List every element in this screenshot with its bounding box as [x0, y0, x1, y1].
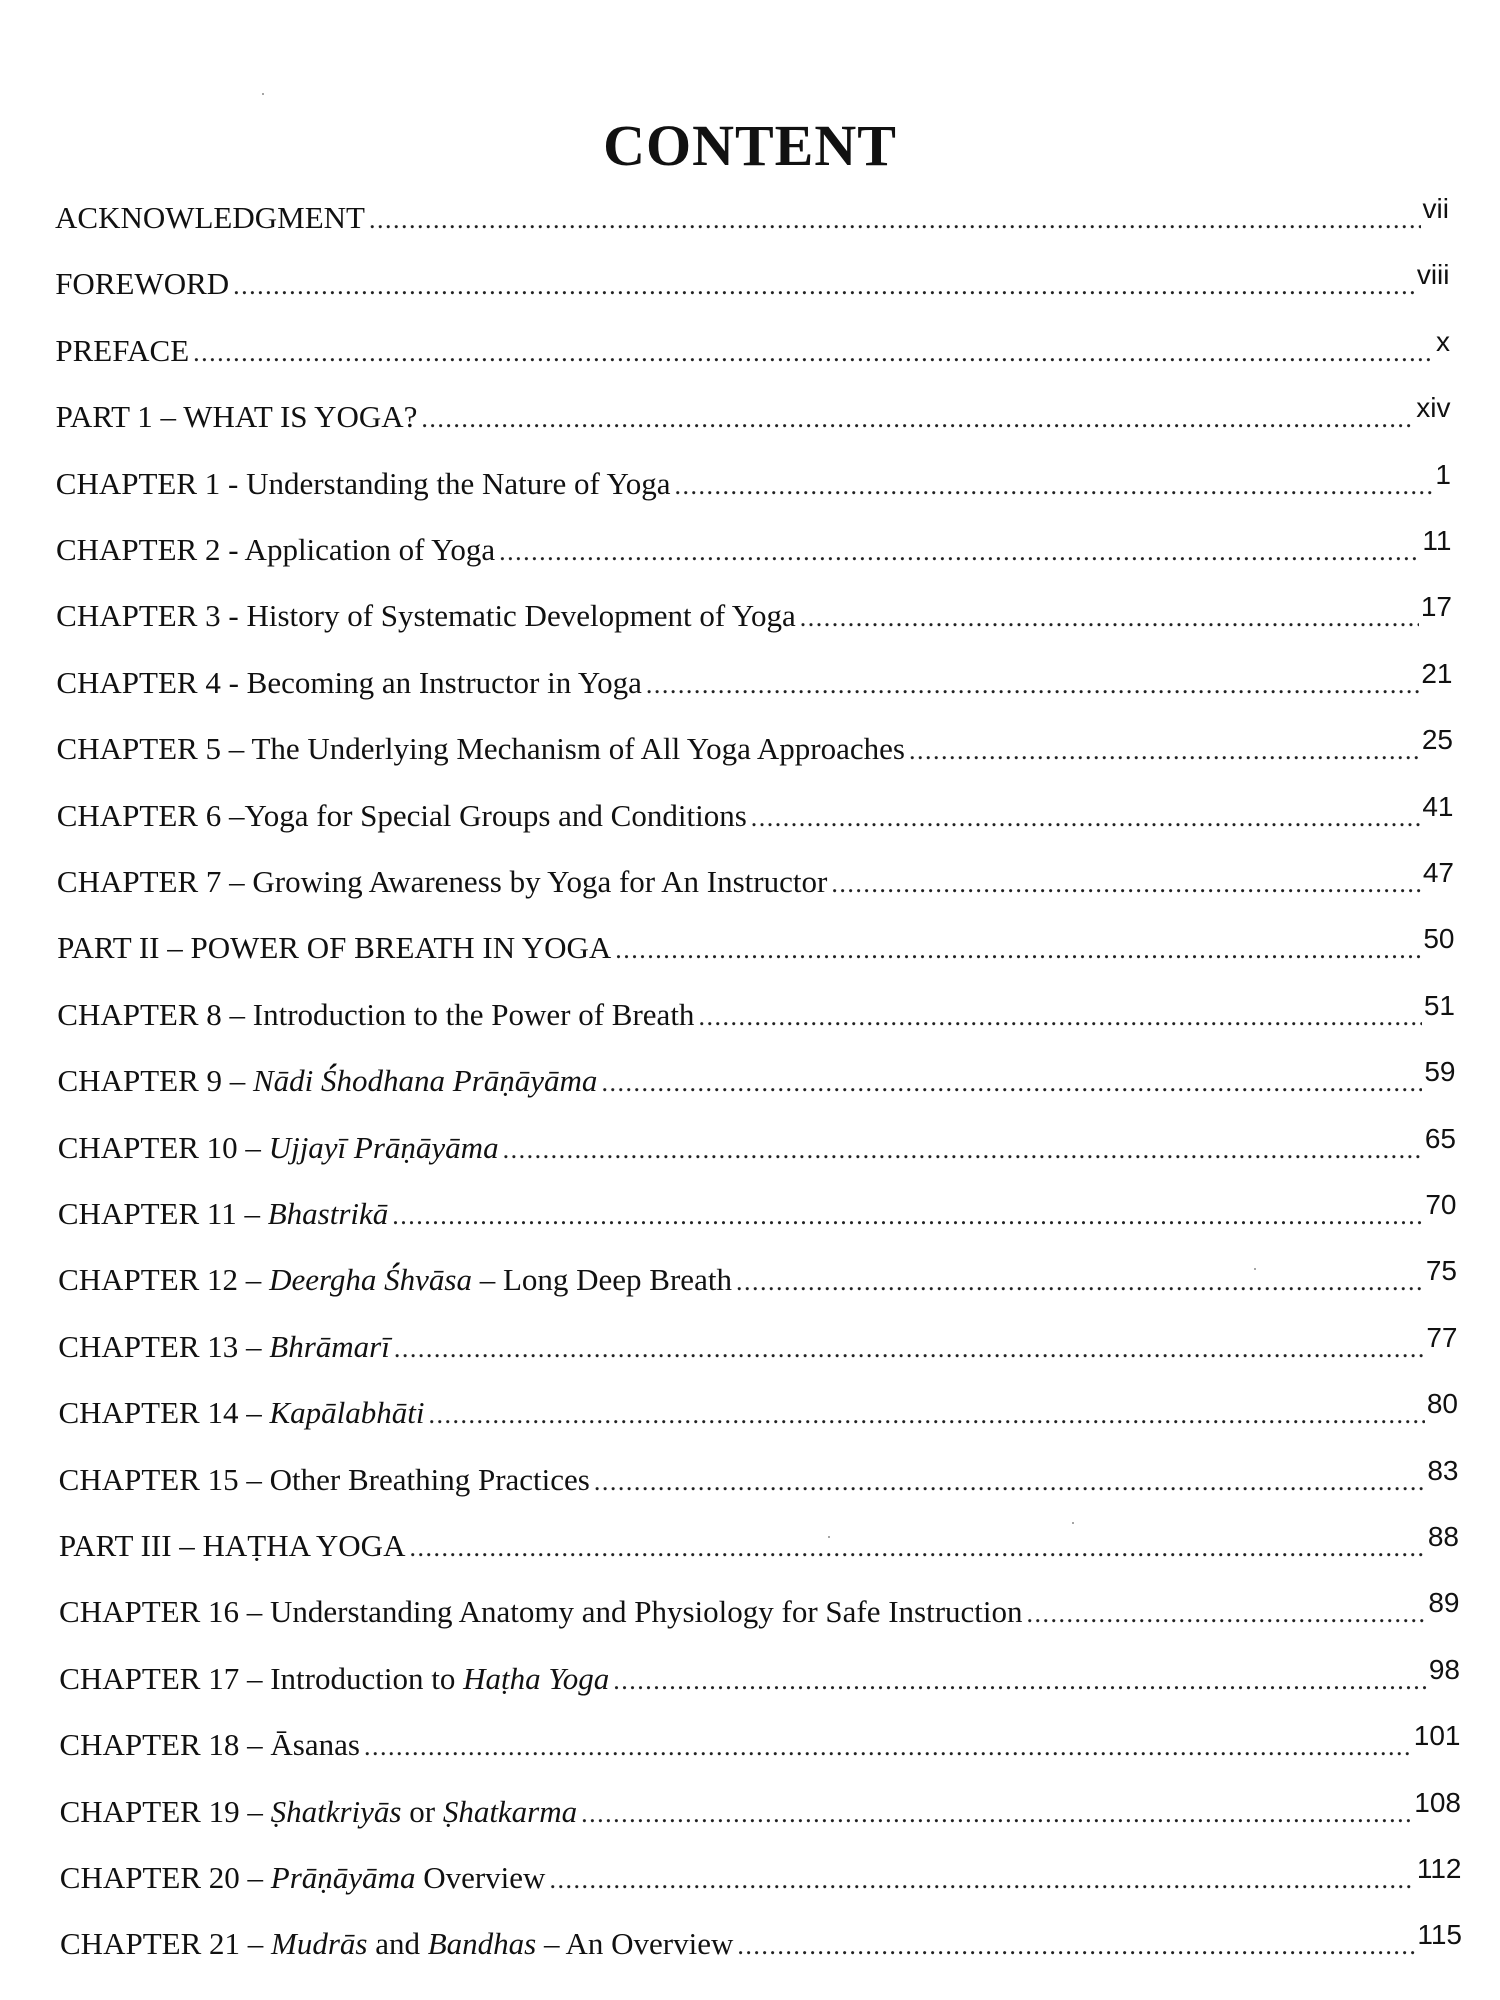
page-number: viii	[1416, 259, 1450, 291]
page-number: xiv	[1416, 392, 1451, 424]
toc-entry[interactable]	[59, 1587, 1460, 1644]
page-number: 11	[1422, 525, 1452, 556]
page-number: 25	[1421, 724, 1453, 756]
page-title: CONTENT	[603, 113, 897, 178]
toc-entry[interactable]	[58, 1454, 1459, 1512]
page-number: x	[1435, 325, 1450, 357]
toc-entry-label	[56, 665, 646, 701]
toc-label-text: CHAPTER 16 – Understanding Anatomy and Physiology for Safe Instruction	[59, 1594, 1023, 1630]
toc-label-text: CHAPTER 4 - Becoming an Instructor in Yoga	[56, 664, 642, 700]
page-number: 101	[1413, 1720, 1461, 1752]
toc-entry-label	[56, 598, 800, 634]
toc-entry-label	[57, 997, 698, 1033]
toc-entry-label	[58, 1262, 736, 1298]
toc-label-text: CHAPTER 13 –	[58, 1328, 270, 1364]
page-number: 41	[1422, 790, 1454, 822]
toc-entry[interactable]	[59, 1786, 1461, 1844]
toc-entry-label	[55, 200, 369, 236]
toc-label-text: CHAPTER 7 – Growing Awareness by Yoga for An Instructor	[56, 864, 828, 899]
dot-leader	[675, 471, 1434, 501]
dot-leader	[581, 1799, 1412, 1829]
page-number: 115	[1417, 1919, 1462, 1951]
page-number: vii	[1422, 193, 1449, 224]
dot-leader	[233, 271, 1415, 301]
toc-label-italic: Kapālabhāti	[269, 1395, 425, 1431]
toc-entry-label	[58, 1196, 392, 1232]
dot-leader	[503, 1135, 1423, 1165]
toc-label-italic: Ṣhatkarma	[442, 1793, 578, 1829]
toc-label-text: CHAPTER 14 –	[58, 1395, 270, 1431]
toc-label-italic: Ujjayī Prāṇāyāma	[268, 1129, 499, 1165]
dot-leader	[831, 869, 1421, 899]
dot-leader	[646, 670, 1419, 700]
toc-entry[interactable]	[55, 392, 1451, 449]
toc-entry-label	[58, 1063, 602, 1099]
toc-label-text: CHAPTER 17 – Introduction to	[59, 1660, 464, 1696]
toc-entry[interactable]	[59, 1653, 1460, 1711]
page-number: 80	[1426, 1388, 1458, 1420]
dot-leader	[1027, 1599, 1427, 1629]
toc-entry[interactable]	[56, 657, 1453, 715]
toc-entry-label	[57, 930, 615, 966]
toc-entry-label	[59, 1528, 410, 1564]
toc-entry[interactable]	[58, 1255, 1457, 1312]
toc-label-text: PART II – POWER OF BREATH IN YOGA	[57, 930, 612, 966]
toc-label-text: CHAPTER 10 –	[57, 1129, 269, 1165]
toc-entry[interactable]	[55, 193, 1449, 250]
dot-leader	[392, 1201, 1423, 1231]
toc-label-italic: Prāṇāyāma	[270, 1860, 416, 1895]
dot-leader	[394, 1334, 1424, 1364]
dot-leader	[751, 803, 1421, 833]
dot-leader	[193, 338, 1434, 368]
toc-entry[interactable]	[57, 989, 1455, 1047]
toc-entry-label	[58, 1130, 503, 1166]
toc-label-text: CHAPTER 20 –	[59, 1860, 271, 1895]
toc-entry-label	[57, 731, 909, 767]
page-number: 47	[1422, 857, 1454, 888]
scan-speck	[1072, 1522, 1074, 1524]
dot-leader	[601, 1068, 1422, 1098]
toc-label-text: CHAPTER 1 - Understanding the Nature of Yoga	[55, 465, 671, 501]
toc-label-text: CHAPTER 5 – The Underlying Mechanism of All Yoga Approaches	[56, 731, 905, 767]
toc-entry-label	[55, 266, 233, 302]
page-number: 51	[1423, 989, 1455, 1021]
toc-label-italic: Haṭha Yoga	[463, 1660, 610, 1696]
toc-entry-label	[60, 1794, 582, 1830]
dot-leader	[736, 1267, 1424, 1297]
toc-entry-label	[60, 1926, 737, 1962]
toc-entry[interactable]	[56, 591, 1452, 648]
page-number: 98	[1428, 1653, 1460, 1685]
page-number: 108	[1414, 1786, 1461, 1818]
toc-label-italic: Nādi Ś́hodhana Prāṇāyāma	[253, 1063, 598, 1099]
toc-label-italic: Bandhas	[427, 1926, 537, 1962]
scan-speck	[262, 93, 264, 95]
toc-label-text: CHAPTER 19 –	[59, 1793, 271, 1829]
toc-label-text: PART 1 – WHAT IS YOGA?	[55, 399, 418, 435]
toc-label-text: or	[401, 1793, 443, 1829]
toc-entry-label	[58, 1395, 428, 1431]
toc-entry-label	[59, 1727, 364, 1763]
toc-entry[interactable]	[58, 1321, 1458, 1379]
toc-label-italic: Bhastrikā	[267, 1196, 389, 1231]
toc-label-text: PREFACE	[55, 332, 190, 368]
dot-leader	[409, 1533, 1425, 1563]
toc-label-text: CHAPTER 12 –	[58, 1262, 270, 1298]
toc-entry[interactable]	[57, 923, 1455, 980]
dot-leader	[737, 1931, 1415, 1961]
page-number: 77	[1426, 1321, 1458, 1353]
page-number: 17	[1420, 591, 1452, 623]
toc-label-text: CHAPTER 11 –	[57, 1196, 268, 1231]
toc-label-text: CHAPTER 18 – Āsanas	[59, 1727, 360, 1763]
page-number: 59	[1424, 1056, 1456, 1088]
dot-leader	[909, 736, 1420, 766]
toc-label-text: CHAPTER 9 –	[57, 1063, 253, 1099]
toc-label-text: – Long Deep Breath	[471, 1262, 732, 1298]
toc-label-text: and	[367, 1926, 428, 1962]
page-number: 1	[1435, 458, 1451, 490]
dot-leader	[698, 1002, 1421, 1032]
toc-entry-label	[55, 333, 193, 369]
toc-label-text: CHAPTER 6 –Yoga for Special Groups and Conditions	[56, 797, 747, 833]
page-number: 88	[1427, 1521, 1459, 1552]
toc-label-text: CHAPTER 3 - History of Systematic Development of Yoga	[56, 598, 796, 634]
page-number: 65	[1424, 1122, 1456, 1154]
toc-entry[interactable]	[55, 525, 1452, 582]
scan-speck	[828, 1536, 830, 1538]
dot-leader	[549, 1865, 1414, 1895]
page-number: 50	[1423, 923, 1455, 955]
toc-entry[interactable]	[58, 1521, 1459, 1578]
toc-entry-label	[56, 466, 675, 502]
toc-entry[interactable]	[59, 1720, 1461, 1777]
toc-label-italic: Bhrāmarī	[269, 1328, 390, 1364]
toc-entry[interactable]	[56, 857, 1454, 914]
toc-entry-label	[59, 1594, 1027, 1630]
toc-entry[interactable]	[57, 1189, 1457, 1246]
page-number: 112	[1416, 1853, 1462, 1884]
dot-leader	[594, 1467, 1425, 1497]
toc-label-italic: Deergha Ś́hvāsa	[269, 1262, 472, 1298]
toc-entry[interactable]	[55, 259, 1450, 316]
toc-label-text: CHAPTER 8 – Introduction to the Power of Breath	[57, 996, 695, 1032]
toc-entry-label	[56, 399, 422, 435]
toc-entry[interactable]	[56, 790, 1454, 848]
dot-leader	[364, 1732, 1412, 1762]
page-number: 83	[1427, 1454, 1459, 1486]
toc-entry[interactable]	[59, 1853, 1462, 1910]
toc-label-italic: Mudrās	[271, 1926, 368, 1962]
toc-entry-label	[59, 1661, 613, 1697]
toc-entry[interactable]	[56, 724, 1453, 781]
dot-leader	[613, 1666, 1427, 1696]
toc-entry-label	[59, 1462, 594, 1498]
toc-label-text: ACKNOWLEDGMENT	[55, 200, 365, 235]
toc-label-text: FOREWORD	[55, 266, 230, 302]
toc-entry-label	[57, 798, 751, 834]
toc-entry[interactable]	[58, 1388, 1458, 1445]
dot-leader	[421, 404, 1414, 434]
toc-entry[interactable]	[60, 1919, 1462, 1976]
toc-entry[interactable]	[55, 325, 1450, 383]
toc-label-text: CHAPTER 21 –	[60, 1926, 271, 1962]
dot-leader	[499, 537, 1420, 567]
dot-leader	[615, 935, 1421, 965]
toc-entry[interactable]	[57, 1122, 1456, 1180]
toc-label-text: – An Overview	[536, 1926, 734, 1962]
toc-entry-label	[57, 864, 831, 900]
page-number: 89	[1428, 1587, 1460, 1619]
page-number: 75	[1425, 1255, 1457, 1287]
toc-label-text: PART III – HAṬHA YOGA	[58, 1528, 406, 1563]
dot-leader	[428, 1400, 1424, 1430]
toc-entry[interactable]	[57, 1056, 1456, 1113]
toc-label-text: CHAPTER 2 - Application of Yoga	[55, 532, 496, 567]
page-number: 70	[1425, 1189, 1457, 1220]
page-number: 21	[1421, 657, 1453, 689]
toc-label-text: Overview	[415, 1860, 546, 1895]
toc-entry-label	[56, 532, 499, 568]
dot-leader	[800, 603, 1419, 633]
toc-label-italic: Ṣhatkriyās	[270, 1793, 402, 1829]
toc-entry-label	[58, 1329, 394, 1365]
toc-label-text: CHAPTER 15 – Other Breathing Practices	[58, 1461, 590, 1497]
toc-entry-label	[60, 1860, 550, 1896]
scan-speck	[1254, 1268, 1256, 1270]
dot-leader	[369, 205, 1421, 235]
toc-entry[interactable]	[55, 458, 1451, 516]
